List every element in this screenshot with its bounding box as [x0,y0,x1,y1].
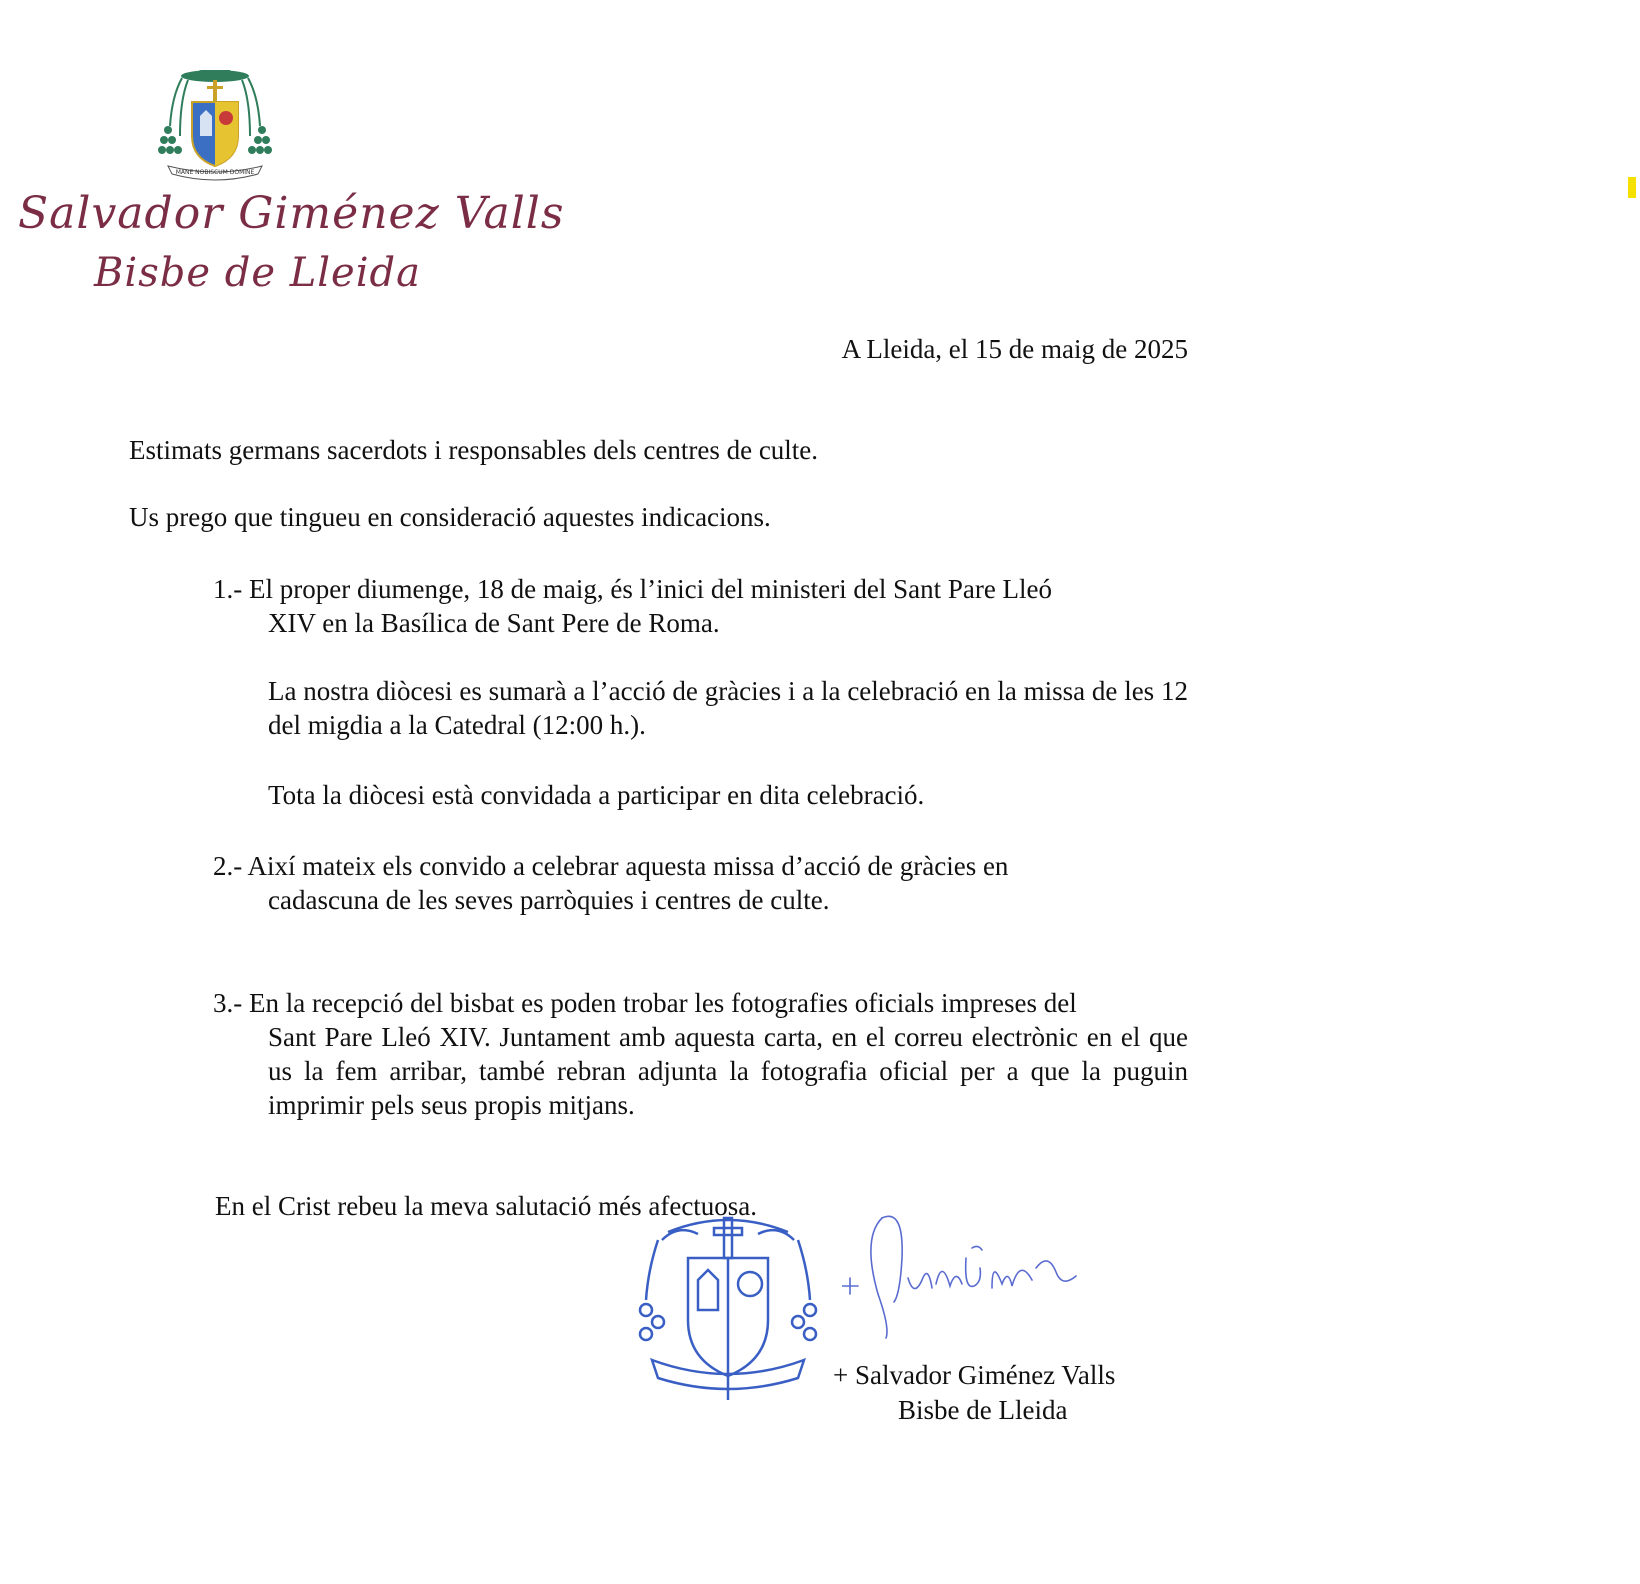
seal-stamp-icon [638,1210,818,1400]
list-item [213,849,1188,917]
signatory-name: + Salvador Giménez Valls [833,1360,1116,1390]
letterhead-name: Salvador Giménez Valls [18,188,565,239]
paragraph: Tota la diòcesi està convidada a participar en dita celebració. [268,780,925,810]
list-item-text: XIV en la Basílica de Sant Pere de Roma. [268,608,720,638]
paragraph: La nostra diòcesi es sumarà a l’acció de gràcies i a la celebració en la missa de les 12 del migdia a la Catedral (12:00 h.). [268,676,1188,740]
closing: En el Crist rebeu la meva salutació més afectuosa. [215,1191,758,1221]
list-item [213,572,1188,640]
intro: Us prego que tingueu en consideració aquestes indicacions. [129,502,771,532]
crest-motto: MANE NOBISCUM DOMINE [175,169,255,176]
coat-of-arms-icon [158,66,272,184]
list-item [213,986,1188,1122]
margin-mark [1628,177,1636,198]
signatory-title: Bisbe de Lleida [898,1395,1068,1425]
list-item-lead: 1.- El proper diumenge, 18 de maig, és l’inici del ministeri del Sant Pare Lleó [213,574,1053,604]
greeting: Estimats germans sacerdots i responsables dels centres de culte. [129,435,819,465]
date-line: A Lleida, el 15 de maig de 2025 [841,334,1188,364]
list-item-text: cadascuna de les seves parròquies i centres de culte. [268,885,830,915]
list-item-lead: 2.- Així mateix els convido a celebrar aquesta missa d’acció de gràcies en [213,851,1009,881]
handwritten-signature-icon [842,1198,1092,1348]
list-item-lead: 3.- En la recepció del bisbat es poden trobar les fotografies oficials impreses del [213,988,1077,1018]
list-item-text: Sant Pare Lleó XIV. Juntament amb aquesta carta, en el correu electrònic en el que us la fem arribar, també rebran adjunta la fotografia oficial per a que la puguin imprimir pels seus propis mitjans. [268,1022,1188,1120]
letterhead-title: Bisbe de Lleida [94,250,421,296]
